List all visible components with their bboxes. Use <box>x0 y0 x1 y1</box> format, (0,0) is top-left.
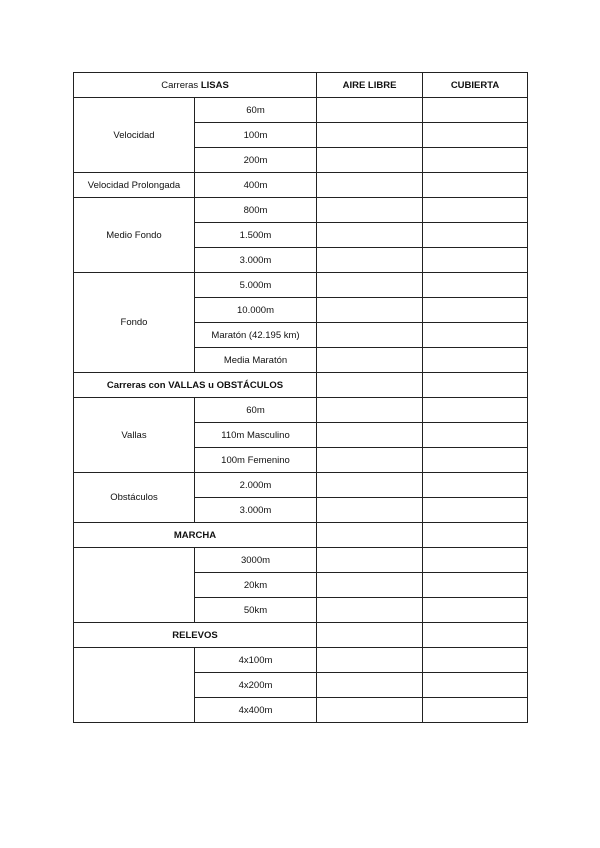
event-cell: 200m <box>195 148 317 173</box>
event-cell: 50km <box>195 598 317 623</box>
cubierta-header: CUBIERTA <box>423 73 528 98</box>
cubierta-cell[interactable] <box>423 448 528 473</box>
aire-libre-cell[interactable] <box>317 648 423 673</box>
vallas-header-mid: u <box>205 379 217 391</box>
cubierta-cell[interactable] <box>423 123 528 148</box>
aire-libre-cell[interactable] <box>317 248 423 273</box>
aire-libre-cell[interactable] <box>317 323 423 348</box>
lisas-header <box>74 73 317 98</box>
event-cell: Media Maratón <box>195 348 317 373</box>
section-header-row <box>74 373 528 398</box>
event-cell: 60m <box>195 98 317 123</box>
event-cell: 20km <box>195 573 317 598</box>
aire-libre-cell[interactable] <box>317 398 423 423</box>
event-cell: 4x200m <box>195 673 317 698</box>
aire-libre-cell[interactable] <box>317 673 423 698</box>
event-cell: 3000m <box>195 548 317 573</box>
table-row <box>74 648 528 673</box>
lisas-header-prefix: Carreras <box>161 79 201 91</box>
event-cell: 800m <box>195 198 317 223</box>
cubierta-cell[interactable] <box>423 548 528 573</box>
aire-libre-cell[interactable] <box>317 573 423 598</box>
table-row <box>74 198 528 223</box>
category-obstaculos: Obstáculos <box>74 473 195 523</box>
aire-libre-cell[interactable] <box>317 173 423 198</box>
event-cell: 100m <box>195 123 317 148</box>
aire-libre-cell[interactable] <box>317 298 423 323</box>
event-cell: 1.500m <box>195 223 317 248</box>
category-velocidad: Velocidad <box>74 98 195 173</box>
event-cell: 2.000m <box>195 473 317 498</box>
aire-libre-cell[interactable] <box>317 548 423 573</box>
cubierta-cell[interactable] <box>423 673 528 698</box>
event-cell: 5.000m <box>195 273 317 298</box>
lisas-header-bold: LISAS <box>200 79 229 91</box>
header-row <box>74 73 528 98</box>
event-cell: 400m <box>195 173 317 198</box>
event-cell: 4x400m <box>195 698 317 723</box>
cubierta-cell[interactable] <box>423 273 528 298</box>
cubierta-cell[interactable] <box>423 223 528 248</box>
cubierta-cell[interactable] <box>423 698 528 723</box>
cubierta-cell[interactable] <box>423 423 528 448</box>
section-header-row <box>74 523 528 548</box>
aire-libre-cell[interactable] <box>317 98 423 123</box>
aire-libre-cell[interactable] <box>317 523 423 548</box>
event-cell: 100m Femenino <box>195 448 317 473</box>
table-row <box>74 548 528 573</box>
aire-libre-cell[interactable] <box>317 423 423 448</box>
aire-libre-cell[interactable] <box>317 623 423 648</box>
category-marcha-blank <box>74 548 195 623</box>
aire-libre-cell[interactable] <box>317 123 423 148</box>
cubierta-cell[interactable] <box>423 298 528 323</box>
event-cell: 110m Masculino <box>195 423 317 448</box>
aire-libre-cell[interactable] <box>317 498 423 523</box>
aire-libre-cell[interactable] <box>317 148 423 173</box>
category-medio-fondo: Medio Fondo <box>74 198 195 273</box>
cubierta-cell[interactable] <box>423 598 528 623</box>
aire-libre-cell[interactable] <box>317 373 423 398</box>
cubierta-cell[interactable] <box>423 148 528 173</box>
aire-libre-header: AIRE LIBRE <box>317 73 423 98</box>
cubierta-cell[interactable] <box>423 523 528 548</box>
cubierta-cell[interactable] <box>423 648 528 673</box>
event-cell: 60m <box>195 398 317 423</box>
events-table <box>73 72 528 723</box>
event-cell: 3.000m <box>195 498 317 523</box>
aire-libre-cell[interactable] <box>317 348 423 373</box>
section-header-row <box>74 623 528 648</box>
cubierta-cell[interactable] <box>423 98 528 123</box>
cubierta-cell[interactable] <box>423 573 528 598</box>
cubierta-cell[interactable] <box>423 498 528 523</box>
aire-libre-cell[interactable] <box>317 223 423 248</box>
cubierta-cell[interactable] <box>423 348 528 373</box>
cubierta-cell[interactable] <box>423 473 528 498</box>
table-row <box>74 173 528 198</box>
cubierta-cell[interactable] <box>423 373 528 398</box>
cubierta-cell[interactable] <box>423 323 528 348</box>
cubierta-cell[interactable] <box>423 248 528 273</box>
vallas-header-obstaculos: OBSTÁCULOS <box>216 379 284 391</box>
table-row <box>74 473 528 498</box>
relevos-section-header: RELEVOS <box>74 623 317 648</box>
aire-libre-cell[interactable] <box>317 698 423 723</box>
vallas-header-vallas: VALLAS <box>168 379 206 391</box>
aire-libre-cell[interactable] <box>317 448 423 473</box>
aire-libre-cell[interactable] <box>317 198 423 223</box>
aire-libre-cell[interactable] <box>317 473 423 498</box>
vallas-section-header <box>74 373 317 398</box>
cubierta-cell[interactable] <box>423 623 528 648</box>
cubierta-cell[interactable] <box>423 173 528 198</box>
cubierta-cell[interactable] <box>423 198 528 223</box>
category-relevos-blank <box>74 648 195 723</box>
aire-libre-cell[interactable] <box>317 273 423 298</box>
aire-libre-cell[interactable] <box>317 598 423 623</box>
event-cell: Maratón (42.195 km) <box>195 323 317 348</box>
marcha-section-header: MARCHA <box>74 523 317 548</box>
event-cell: 10.000m <box>195 298 317 323</box>
event-cell: 4x100m <box>195 648 317 673</box>
cubierta-cell[interactable] <box>423 398 528 423</box>
category-velocidad-prolongada: Velocidad Prolongada <box>74 173 195 198</box>
event-cell: 3.000m <box>195 248 317 273</box>
table-row <box>74 398 528 423</box>
table-row <box>74 98 528 123</box>
vallas-header-prefix: Carreras con <box>106 379 169 391</box>
category-fondo: Fondo <box>74 273 195 373</box>
category-vallas: Vallas <box>74 398 195 473</box>
table-row <box>74 273 528 298</box>
